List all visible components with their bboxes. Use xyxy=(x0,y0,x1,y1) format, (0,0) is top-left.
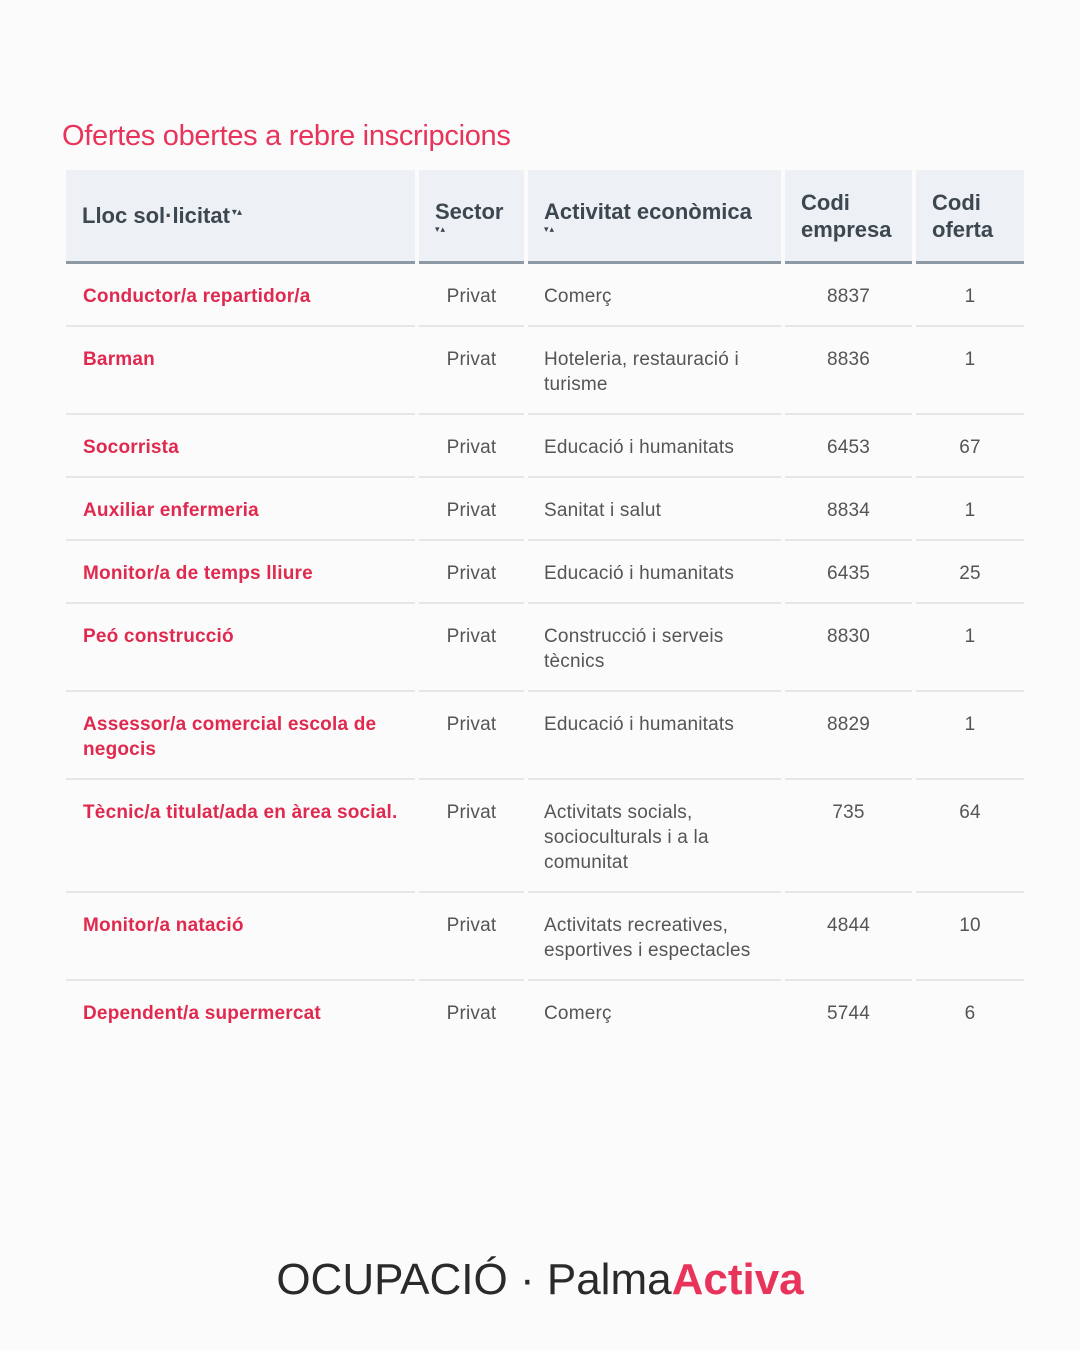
activity-cell: Comerç xyxy=(528,264,781,327)
activity-cell: Sanitat i salut xyxy=(528,478,781,541)
offer-code-cell: 67 xyxy=(916,415,1024,478)
sort-icon[interactable]: ▾▴ xyxy=(544,224,556,234)
header-sector[interactable] xyxy=(419,170,524,264)
sector-cell: Privat xyxy=(419,692,524,780)
offer-code-cell: 1 xyxy=(916,478,1024,541)
company-code-cell: 8830 xyxy=(785,604,912,692)
sort-icon[interactable]: ▾▴ xyxy=(231,206,242,218)
job-title-link[interactable]: Socorrista xyxy=(66,415,415,478)
table-body xyxy=(66,264,1024,1042)
activity-cell: Activitats socials, socioculturals i a la comunitat xyxy=(528,780,781,893)
company-code-cell: 8836 xyxy=(785,327,912,415)
activity-cell: Educació i humanitats xyxy=(528,541,781,604)
page-title: Ofertes obertes a rebre inscripcions xyxy=(62,120,511,152)
offer-code-cell: 1 xyxy=(916,692,1024,780)
sector-cell: Privat xyxy=(446,1003,497,1024)
job-title-link[interactable]: Auxiliar enfermeria xyxy=(66,478,415,541)
sector-cell: Privat xyxy=(419,327,524,415)
table-row xyxy=(66,604,1024,692)
offer-code-cell: 1 xyxy=(916,264,1024,327)
company-code-cell: 6435 xyxy=(785,541,912,604)
activity-cell: Activitats recreatives, esportives i espectacles xyxy=(528,893,781,981)
table-row xyxy=(66,692,1024,780)
header-codi-oferta-line1: Codi xyxy=(932,189,981,215)
sector-cell: Privat xyxy=(419,415,524,478)
sector-cell: Privat xyxy=(419,264,524,327)
header-codi-empresa xyxy=(785,170,912,264)
company-code-cell: 735 xyxy=(785,780,912,893)
table-row xyxy=(66,780,1024,893)
offer-code-cell: 1 xyxy=(916,604,1024,692)
table-row xyxy=(66,981,1024,1042)
activity-cell: Educació i humanitats xyxy=(528,415,781,478)
activity-cell: Educació i humanitats xyxy=(528,692,781,780)
sector-cell: Privat xyxy=(419,541,524,604)
company-code-cell: 6453 xyxy=(785,415,912,478)
table-row xyxy=(66,415,1024,478)
sector-cell: Privat xyxy=(419,478,524,541)
activity-cell: Comerç xyxy=(544,1003,612,1024)
job-title-link[interactable]: Dependent/a supermercat xyxy=(83,1003,321,1024)
job-title-link[interactable]: Assessor/a comercial escola de negocis xyxy=(66,692,415,780)
header-codi-oferta-line2: oferta xyxy=(932,216,994,242)
sort-icon[interactable]: ▾▴ xyxy=(435,224,447,234)
job-title-link[interactable]: Tècnic/a titulat/ada en àrea social. xyxy=(66,780,415,893)
brand-prefix: OCUPACIÓ · Palma xyxy=(276,1255,672,1304)
table-row xyxy=(66,327,1024,415)
activity-cell: Hoteleria, restauració i turisme xyxy=(528,327,781,415)
header-codi-oferta xyxy=(916,170,1024,264)
job-title-link[interactable]: Barman xyxy=(66,327,415,415)
activity-cell: Construcció i serveis tècnics xyxy=(528,604,781,692)
table-row xyxy=(66,893,1024,981)
job-title-link[interactable]: Conductor/a repartidor/a xyxy=(66,264,415,327)
header-lloc-sollicitat[interactable] xyxy=(66,170,415,264)
offer-code-cell: 64 xyxy=(916,780,1024,893)
brand-accent: Activa xyxy=(671,1255,804,1304)
header-activitat-economica[interactable] xyxy=(528,170,781,264)
company-code-cell: 8829 xyxy=(785,692,912,780)
company-code-cell: 8834 xyxy=(785,478,912,541)
table-row xyxy=(66,478,1024,541)
brand-footer xyxy=(0,1252,1080,1308)
sector-cell: Privat xyxy=(419,780,524,893)
offer-code-cell: 1 xyxy=(916,327,1024,415)
offer-code-cell: 25 xyxy=(916,541,1024,604)
sector-cell: Privat xyxy=(419,893,524,981)
company-code-cell: 4844 xyxy=(785,893,912,981)
header-codi-empresa-line1: Codi xyxy=(801,189,850,215)
header-lloc-label: Lloc sol·licitat xyxy=(82,203,230,228)
offer-code-cell: 6 xyxy=(964,1003,976,1024)
header-activitat-label: Activitat econòmica xyxy=(544,199,752,224)
table-row xyxy=(66,264,1024,327)
job-title-link[interactable]: Monitor/a de temps lliure xyxy=(66,541,415,604)
company-code-cell: 8837 xyxy=(785,264,912,327)
job-title-link[interactable]: Monitor/a natació xyxy=(66,893,415,981)
header-sector-label: Sector xyxy=(435,199,504,224)
offer-code-cell: 10 xyxy=(916,893,1024,981)
company-code-cell: 5744 xyxy=(826,1003,871,1024)
table-row xyxy=(66,541,1024,604)
table-header xyxy=(66,170,1024,264)
job-title-link[interactable]: Peó construcció xyxy=(66,604,415,692)
header-codi-empresa-line2: empresa xyxy=(801,216,892,242)
sector-cell: Privat xyxy=(419,604,524,692)
offers-table xyxy=(66,170,1024,1042)
